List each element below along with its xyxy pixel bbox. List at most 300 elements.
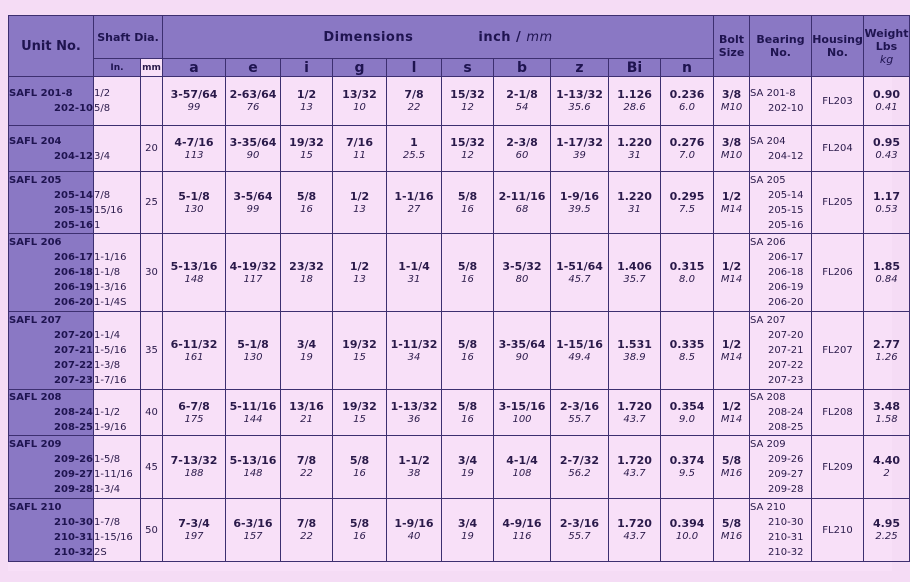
bearing-no: 210-32: [768, 547, 804, 558]
dim-cell-b: [494, 126, 551, 172]
dim-cell-i: [281, 126, 333, 172]
dim-mm-value: 8.0: [679, 273, 695, 285]
unit-no: 202-10: [54, 103, 93, 114]
unit-no: SAFL 207: [9, 315, 62, 326]
dim-mm-value: 90: [515, 351, 529, 363]
bearing-no: 202-10: [768, 103, 804, 114]
col-g-header: g: [333, 59, 387, 77]
unit-no: 206-19: [54, 282, 93, 293]
spec-table-container: [8, 15, 909, 571]
dim-cell-l: [387, 77, 442, 126]
dim-cell-e: [226, 436, 281, 499]
dim-cell-z: [551, 436, 609, 499]
bearing-no: SA 210: [750, 502, 786, 513]
dim-cell-n: [661, 234, 714, 312]
bolt-inch-value: 1/2: [721, 399, 742, 413]
weight-lbs-label: Weight Lbs: [864, 26, 909, 53]
dim-inch-value: 5-1/8: [237, 337, 269, 351]
shaft-in-cell: [94, 172, 141, 234]
unit-no: SAFL 209: [9, 439, 62, 450]
unit-no-cell: [9, 126, 94, 172]
dim-mm-value: 161: [184, 351, 204, 363]
dim-inch-value: 19/32: [342, 337, 377, 351]
dim-cell-b: [494, 499, 551, 562]
dim-cell-a: [163, 499, 226, 562]
bearing-no: SA 204: [750, 135, 786, 147]
dim-inch-value: 1-9/16: [559, 189, 600, 203]
housing-no-header: Housing No.: [812, 16, 864, 77]
dim-cell-bi: [609, 172, 661, 234]
bolt-inch-value: 5/8: [721, 517, 742, 530]
dim-mm-value: 130: [184, 203, 204, 215]
dim-cell-a: [163, 234, 226, 312]
shaft-in-value: 1-11/16: [94, 469, 133, 480]
dim-cell-z: [551, 77, 609, 126]
dim-cell-g: [333, 312, 387, 390]
bearing-no: SA 205: [750, 174, 786, 186]
shaft-in-value: 1-3/8: [94, 360, 121, 371]
dim-cell-g: [333, 234, 387, 312]
bearing-no: 208-25: [768, 422, 804, 433]
bearing-no: 207-23: [768, 375, 804, 386]
dim-cell-e: [226, 234, 281, 312]
bolt-metric-value: M14: [720, 203, 743, 215]
dim-mm-value: 22: [300, 468, 313, 479]
table-row: [9, 172, 910, 234]
unit-no: 210-32: [54, 547, 93, 558]
dim-cell-s: [442, 436, 494, 499]
shaft-in-value: 1-5/16: [94, 345, 127, 356]
dim-inch-value: 1-15/16: [556, 337, 603, 351]
dim-mm-value: 19: [300, 351, 313, 363]
bolt-inch-value: 5/8: [721, 454, 742, 467]
unit-no: 205-16: [54, 219, 93, 231]
dim-mm-value: 148: [184, 273, 204, 285]
dim-cell-b: [494, 172, 551, 234]
bearing-no: 205-16: [768, 219, 804, 231]
weight-cell: [864, 234, 910, 312]
dim-mm-value: 16: [461, 351, 474, 363]
dim-cell-b: [494, 312, 551, 390]
shaft-in-value: 1-1/2: [94, 407, 121, 418]
shaft-in-value: 1-9/16: [94, 422, 127, 433]
dim-inch-value: 15/32: [450, 135, 485, 149]
table-row: [9, 126, 910, 172]
shaft-dia-header: Shaft Dia.: [94, 16, 163, 59]
shaft-in-value: 1-15/16: [94, 532, 133, 543]
dim-mm-value: 90: [246, 149, 260, 161]
dim-cell-s: [442, 312, 494, 390]
dim-mm-value: 25.5: [402, 149, 426, 161]
dim-mm-value: 31: [628, 203, 641, 215]
dim-inch-value: 1-9/16: [394, 517, 434, 530]
unit-no: 207-23: [54, 375, 93, 386]
bearing-no: SA 201-8: [750, 88, 796, 99]
dim-mm-value: 99: [187, 102, 201, 113]
dim-mm-value: 43.7: [623, 413, 646, 425]
dimensions-title: Dimensions: [323, 29, 414, 45]
dim-inch-value: 13/32: [342, 88, 377, 101]
shaft-in-value: [94, 390, 140, 405]
bearing-no: 205-14: [768, 189, 804, 201]
dim-inch-value: 3-5/64: [233, 189, 273, 203]
shaft-in-value: 1-1/4S: [94, 297, 127, 308]
shaft-in-value: 5/8: [94, 103, 111, 114]
shaft-in-value: 1/2: [94, 88, 111, 99]
table-row: [9, 77, 910, 126]
dim-cell-i: [281, 234, 333, 312]
bearing-no: 207-20: [768, 330, 804, 341]
dim-cell-a: [163, 436, 226, 499]
weight-lbs-value: 1.17: [872, 189, 901, 203]
dim-inch-value: 1/2: [349, 259, 370, 273]
dim-mm-value: 113: [184, 149, 204, 161]
dim-inch-value: 2-3/16: [559, 399, 600, 413]
bearing-no: SA 208: [750, 392, 786, 403]
dim-inch-value: 7-13/32: [170, 454, 218, 467]
dim-inch-value: 5/8: [349, 454, 370, 467]
dim-mm-value: 35.7: [623, 273, 646, 285]
dim-inch-value: 5/8: [296, 189, 317, 203]
dim-cell-i: [281, 172, 333, 234]
housing-no-cell: FL204: [812, 126, 864, 172]
unit-no: 209-27: [54, 469, 93, 480]
dimensions-header: [163, 16, 714, 59]
dim-mm-value: 35.6: [568, 102, 591, 113]
shaft-mm-cell: 35: [141, 312, 163, 390]
bearing-no: SA 206: [750, 237, 786, 248]
dim-inch-value: 19/32: [342, 399, 377, 413]
weight-header: [864, 16, 910, 77]
dim-cell-bi: [609, 390, 661, 436]
dim-mm-value: 39.5: [568, 203, 591, 215]
dim-cell-n: [661, 312, 714, 390]
dim-mm-value: 55.7: [568, 531, 591, 542]
bolt-size-cell: [714, 312, 750, 390]
shaft-in-cell: [94, 312, 141, 390]
bolt-size-cell: [714, 126, 750, 172]
bolt-size-cell: [714, 234, 750, 312]
dim-mm-value: 8.5: [679, 351, 695, 363]
dim-inch-value: 7/8: [404, 88, 424, 101]
dim-mm-value: 10.0: [675, 531, 699, 542]
shaft-in-value: 15/16: [94, 204, 123, 216]
dim-inch-value: 7/8: [296, 517, 317, 530]
bearing-no-cell: [750, 312, 812, 390]
shaft-in-value: 1-7/16: [94, 375, 127, 386]
housing-no-cell: FL210: [812, 499, 864, 562]
dim-mm-value: 117: [243, 273, 263, 285]
dim-mm-value: 175: [184, 413, 204, 425]
unit-no-cell: [9, 77, 94, 126]
unit-no: SAFL 208: [9, 392, 62, 403]
dim-cell-bi: [609, 499, 661, 562]
dim-cell-e: [226, 499, 281, 562]
bearing-no: SA 209: [750, 439, 786, 450]
dim-inch-value: 15/32: [450, 88, 485, 101]
shaft-in-value: 1: [94, 219, 101, 231]
shaft-in-cell: [94, 499, 141, 562]
dim-mm-value: 16: [300, 203, 313, 215]
bolt-size-cell: [714, 436, 750, 499]
dim-cell-n: [661, 390, 714, 436]
dim-cell-g: [333, 390, 387, 436]
bolt-size-cell: [714, 77, 750, 126]
dim-mm-value: 6.0: [679, 102, 695, 113]
dim-mm-value: 148: [243, 468, 263, 479]
bolt-size-header: Bolt Size: [714, 16, 750, 77]
table-body: [9, 77, 910, 562]
dim-mm-value: 76: [246, 102, 260, 113]
shaft-in-cell: [94, 390, 141, 436]
dim-inch-value: 5/8: [457, 399, 478, 413]
bearing-no-cell: [750, 234, 812, 312]
dim-inch-value: 4-7/16: [174, 135, 214, 149]
dim-mm-value: 43.7: [623, 531, 646, 542]
shaft-mm-cell: 40: [141, 390, 163, 436]
housing-no-cell: FL203: [812, 77, 864, 126]
shaft-mm-cell: [141, 77, 163, 126]
dim-cell-i: [281, 312, 333, 390]
bearing-no: 207-22: [768, 360, 804, 371]
bolt-size-cell: [714, 499, 750, 562]
dim-inch-value: 2-63/64: [229, 88, 277, 101]
bearing-no-cell: [750, 436, 812, 499]
unit-no: SAFL 210: [9, 502, 62, 513]
weight-lbs-value: 4.95: [872, 517, 901, 530]
dim-cell-a: [163, 312, 226, 390]
unit-no: 206-18: [54, 267, 93, 278]
unit-no: 207-21: [54, 345, 93, 356]
dim-mm-value: 197: [184, 531, 204, 542]
dim-mm-value: 13: [300, 102, 313, 113]
housing-no-cell: FL208: [812, 390, 864, 436]
dim-inch-value: 1: [410, 135, 418, 149]
dim-inch-value: 1-17/32: [556, 135, 603, 149]
unit-no: 207-20: [54, 330, 93, 341]
bearing-no: 204-12: [768, 150, 804, 162]
shaft-in-cell: [94, 126, 141, 172]
unit-no-cell: [9, 436, 94, 499]
weight-kg-value: 1.58: [875, 413, 898, 425]
dim-inch-value: 7/16: [346, 135, 373, 149]
dim-inch-value: 3-5/32: [502, 259, 542, 273]
dim-cell-a: [163, 172, 226, 234]
dim-mm-value: 10: [353, 102, 366, 113]
unit-no: 209-26: [54, 454, 93, 465]
shaft-in-value: [94, 173, 140, 188]
dim-mm-value: 27: [407, 203, 421, 215]
dim-mm-value: 100: [512, 413, 532, 425]
bearing-no-header: Bearing No.: [750, 16, 812, 77]
shaft-in-value: 3/4: [94, 150, 111, 162]
table-row: [9, 312, 910, 390]
dim-cell-bi: [609, 234, 661, 312]
dim-mm-value: 9.5: [679, 468, 695, 479]
table-row: [9, 499, 910, 562]
bearing-no: 209-27: [768, 469, 804, 480]
dim-mm-value: 16: [461, 413, 474, 425]
dim-cell-l: [387, 436, 442, 499]
bolt-metric-value: M10: [720, 102, 743, 113]
dim-inch-value: 1-13/32: [390, 399, 438, 413]
dim-cell-g: [333, 126, 387, 172]
weight-cell: [864, 172, 910, 234]
dim-inch-value: 3/4: [457, 517, 478, 530]
shaft-in-value: 2S: [94, 547, 107, 558]
dim-cell-g: [333, 499, 387, 562]
unit-no: 204-12: [54, 150, 93, 162]
dim-mm-value: 99: [246, 203, 260, 215]
col-e-header: e: [226, 59, 281, 77]
dim-cell-z: [551, 126, 609, 172]
dim-mm-value: 7.5: [679, 203, 695, 215]
bearing-no: 206-18: [768, 267, 804, 278]
dim-inch-value: 2-11/16: [498, 189, 546, 203]
bolt-metric-value: M10: [720, 149, 743, 161]
dim-mm-value: 39: [573, 149, 586, 161]
dim-inch-value: 1/2: [296, 88, 317, 101]
unit-no: 206-20: [54, 297, 93, 308]
dim-inch-value: 7/8: [296, 454, 317, 467]
dim-inch-value: 5/8: [457, 259, 478, 273]
bolt-size-cell: [714, 172, 750, 234]
dim-inch-value: 1.220: [617, 189, 652, 203]
unit-no: SAFL 206: [9, 237, 62, 248]
dim-cell-l: [387, 234, 442, 312]
dim-cell-n: [661, 126, 714, 172]
bearing-no: 205-15: [768, 204, 804, 216]
dim-cell-e: [226, 126, 281, 172]
shaft-in-value: 7/8: [94, 189, 111, 201]
dim-mm-value: 45.7: [568, 273, 591, 285]
dim-mm-value: 54: [515, 102, 529, 113]
col-n-header: n: [661, 59, 714, 77]
unit-no: 210-31: [54, 532, 93, 543]
unit-no: SAFL 201-8: [9, 88, 73, 99]
shaft-in-value: [94, 313, 140, 328]
unit-no: SAFL 204: [9, 135, 62, 147]
dimensions-mm-label: mm: [526, 29, 553, 45]
weight-kg-value: 0.53: [875, 203, 898, 215]
dim-mm-value: 40: [407, 531, 421, 542]
dim-mm-value: 22: [300, 531, 313, 542]
dim-inch-value: 3/4: [457, 454, 478, 467]
shaft-in-value: 1-5/8: [94, 454, 121, 465]
bearing-no: 206-17: [768, 252, 804, 263]
dim-mm-value: 116: [512, 531, 532, 542]
dim-cell-i: [281, 77, 333, 126]
unit-no-cell: [9, 312, 94, 390]
dim-cell-i: [281, 390, 333, 436]
housing-no-cell: FL209: [812, 436, 864, 499]
dim-inch-value: 1-1/2: [398, 454, 430, 467]
table-row: [9, 234, 910, 312]
weight-kg-label: kg: [879, 52, 894, 66]
weight-lbs-value: 1.85: [872, 259, 901, 273]
dim-mm-value: 22: [407, 102, 421, 113]
dim-inch-value: 1-1/16: [394, 189, 434, 203]
bearing-no: 210-30: [768, 517, 804, 528]
weight-kg-value: 0.84: [875, 273, 898, 285]
bearing-no: 206-20: [768, 297, 804, 308]
shaft-mm-cell: 30: [141, 234, 163, 312]
dim-inch-value: 2-3/16: [559, 517, 600, 530]
bolt-inch-value: 1/2: [721, 189, 742, 203]
weight-lbs-value: 3.48: [872, 399, 901, 413]
col-s-header: s: [442, 59, 494, 77]
table-row: [9, 390, 910, 436]
dim-cell-i: [281, 436, 333, 499]
dim-inch-value: 0.315: [669, 259, 705, 273]
weight-cell: [864, 390, 910, 436]
dim-inch-value: 1/2: [349, 189, 370, 203]
dim-inch-value: 1.720: [617, 454, 652, 467]
dim-mm-value: 12: [461, 149, 474, 161]
unit-no: SAFL 205: [9, 174, 62, 186]
dim-cell-l: [387, 172, 442, 234]
dim-cell-s: [442, 234, 494, 312]
shaft-mm-subheader: mm: [141, 59, 163, 77]
dimension-table: [8, 15, 910, 562]
dim-mm-value: 144: [243, 413, 263, 425]
dim-cell-n: [661, 172, 714, 234]
unit-no-cell: [9, 234, 94, 312]
weight-lbs-value: 0.95: [872, 135, 901, 149]
bolt-metric-value: M14: [720, 273, 743, 285]
dim-cell-bi: [609, 436, 661, 499]
bearing-no-cell: [750, 499, 812, 562]
dim-inch-value: 3-15/16: [498, 399, 546, 413]
dim-cell-z: [551, 390, 609, 436]
dim-cell-b: [494, 436, 551, 499]
dim-cell-a: [163, 77, 226, 126]
bolt-inch-value: 1/2: [721, 337, 742, 351]
unit-no: 205-15: [54, 204, 93, 216]
shaft-in-value: 1-3/4: [94, 484, 121, 495]
dim-cell-g: [333, 436, 387, 499]
col-l-header: l: [387, 59, 442, 77]
dim-cell-z: [551, 234, 609, 312]
dim-cell-s: [442, 172, 494, 234]
dim-cell-b: [494, 77, 551, 126]
unit-no: 206-17: [54, 252, 93, 263]
weight-cell: [864, 126, 910, 172]
dim-mm-value: 68: [515, 203, 529, 215]
dim-inch-value: 3-35/64: [498, 337, 546, 351]
dim-inch-value: 5/8: [457, 189, 478, 203]
bolt-metric-value: M16: [720, 531, 743, 542]
dim-mm-value: 7.0: [679, 149, 695, 161]
shaft-in-value: 1-1/8: [94, 267, 121, 278]
dim-mm-value: 11: [353, 149, 366, 161]
col-bi-header: Bi: [609, 59, 661, 77]
weight-kg-value: 0.43: [875, 149, 898, 161]
weight-lbs-value: 2.77: [872, 337, 901, 351]
dim-mm-value: 9.0: [679, 413, 695, 425]
bolt-inch-value: 1/2: [721, 259, 742, 273]
dim-inch-value: 23/32: [289, 259, 324, 273]
dim-inch-value: 19/32: [289, 135, 324, 149]
shaft-mm-cell: 45: [141, 436, 163, 499]
dim-mm-value: 49.4: [568, 351, 591, 363]
bearing-no-cell: [750, 77, 812, 126]
dim-inch-value: 1-13/32: [556, 88, 603, 101]
dim-inch-value: 0.335: [669, 337, 705, 351]
dim-mm-value: 15: [353, 413, 366, 425]
bolt-metric-value: M14: [720, 351, 743, 363]
dim-cell-b: [494, 234, 551, 312]
